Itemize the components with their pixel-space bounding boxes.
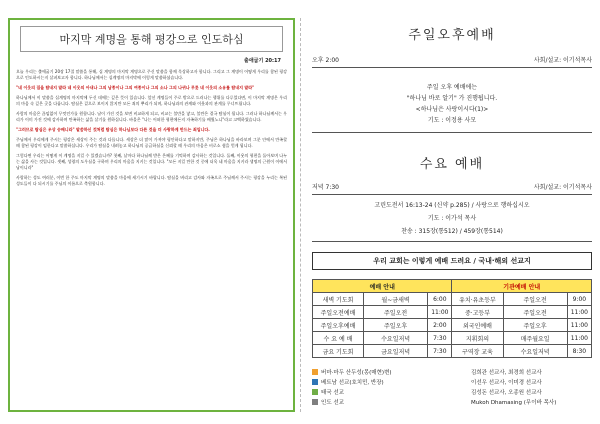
table-cell: 주일오전 [364, 306, 428, 319]
sermon-paragraph: 사람의 마음은 끊임없이 무엇인가를 원합니다. 남이 가진 것을 보면 비교하게 되고, 비교는 불만을 낳고, 불만은 결국 탐심이 됩니다. 그러나 하나님께서는 우리가 이미 가진 것에 감사하며 만족하는 삶을 살기를 원하십니다. 바울은 "나는 어떠한 형편에든지 자족하기를 배웠노니"라고 고백하였습니다. [16, 111, 287, 122]
divider [312, 241, 592, 242]
table-cell: 9:00 [567, 293, 591, 306]
list-item [312, 367, 592, 377]
table-cell: 새벽 기도회 [313, 293, 364, 306]
table-cell: 2:00 [428, 319, 452, 332]
mission-region: 인도 선교 [321, 400, 345, 406]
table-cell: 6:00 [428, 293, 452, 306]
mission-missionaries: 김희관 선교사, 최경희 선교사 [471, 370, 542, 376]
afternoon-service-meta [312, 55, 592, 64]
afternoon-prayer: 기도 : 이정용 사모 [427, 117, 477, 124]
ministry-table-header: 기관예배 안내 [452, 280, 592, 293]
column-divider [300, 18, 301, 412]
table-cell: 외국인예배 [452, 319, 503, 332]
mission-banner: 우리 교회는 이렇게 예배 드려요 / 국내·해외 선교지 [312, 252, 592, 270]
sermon-quote: "그러므로 탐심은 우상 숭배니라" 말씀하신 것처럼 탐심은 하나님보다 다른 것을 더 사랑하게 만드는 죄입니다. [16, 127, 210, 132]
afternoon-time: 오후 2:00 [312, 57, 339, 64]
table-cell: 수 요 예 배 [313, 332, 364, 345]
table-cell: 11:00 [567, 332, 591, 345]
afternoon-service-title: 주일오후예배 [408, 28, 496, 43]
table-cell: 중·고등부 [452, 306, 503, 319]
sermon-paragraph: 주님께서 우리에게 주시는 평강은 세상이 주는 것과 다릅니다. 세상은 더 많이 가져야 평안하다고 말하지만, 주님은 하나님을 바라보며 그분 안에서 만족할 때 참된 평강이 임한다고 말씀하십니다. 우리가 탐심을 내려놓고 하나님의 공급하심을 신뢰할 때 우리의 마음은 비로소 쉼을 얻게 됩니다. [16, 137, 287, 148]
sermon-paragraph: 그렇다면 우리는 어떻게 이 계명을 지킬 수 있겠습니까? 첫째, 날마다 하나님께 받은 은혜를 기억하며 감사하는 것입니다. 둘째, 이웃의 형편을 돌아보며 나누는 삶을 사는 것입니다. 셋째, 성령의 도우심을 구하며 우리의 마음을 지키는 것입니다. "모든 지킬 만한 것 중에 더욱 네 마음을 지키라 생명의 근원이 이에서 남이니라" [16, 153, 287, 170]
square-bullet-icon [312, 379, 318, 385]
table-cell: 주일오후 [503, 319, 567, 332]
table-cell: 8:30 [567, 345, 591, 358]
sermon-paragraph: 하나님께서 이 말씀을 십계명의 마지막에 두신 데에는 깊은 뜻이 있습니다. 앞선 계명들이 주로 밖으로 드러나는 행위를 다루었다면, 이 마지막 계명은 우리의 마음 속 깊은 곳을 다룹니다. 탐심은 겉으로 보이지 않지만 모든 죄의 뿌리가 되며, 하나님과의 관계와 이웃과의 관계를 무너뜨립니다. [16, 95, 287, 106]
table-cell: 유치·유초등부 [452, 293, 503, 306]
sermon-verse: 출애굽기 20:17 [244, 58, 281, 64]
sermon-title: 마지막 계명을 통해 평강으로 인도하심 [20, 26, 283, 52]
table-cell: 11:00 [428, 306, 452, 319]
table-cell: 주일오전 [503, 306, 567, 319]
mission-list [312, 367, 592, 407]
table-cell: 금요일저녁 [364, 345, 428, 358]
afternoon-officiant: 사회/설교: 이기석목사 [533, 57, 592, 64]
list-item [312, 377, 592, 387]
table-cell: 지휘회의 [452, 332, 503, 345]
divider [312, 132, 592, 133]
table-row [313, 306, 592, 319]
table-row [313, 332, 592, 345]
list-item [312, 387, 592, 397]
table-cell: 수요일저녁 [503, 345, 567, 358]
table-cell: 7:30 [428, 345, 452, 358]
sermon-box [8, 18, 295, 412]
table-cell: 수요일저녁 [364, 332, 428, 345]
mission-missionaries: 이선우 선교사, 이미경 선교사 [471, 380, 542, 386]
table-cell: 금요 기도회 [313, 345, 364, 358]
worship-table-header: 예배 안내 [313, 280, 452, 293]
table-cell: 7:30 [428, 332, 452, 345]
sermon-quote: "네 이웃의 집을 탐내지 말라 네 이웃의 아내나 그의 남종이나 그의 여종이나 그의 소나 그의 나귀나 무릇 네 이웃의 소유를 탐내지 말라" [16, 85, 255, 90]
table-row [313, 345, 592, 358]
divider [312, 194, 592, 195]
table-cell: 주일오후예배 [313, 319, 364, 332]
sermon-paragraph: 사랑하는 성도 여러분, 이번 한 주도 마지막 계명의 말씀을 마음에 새기시기 바랍니다. 탐심을 버리고 감사와 자족으로 주님께서 주시는 평강을 누리는 복된 성도들이 다 되시기를 주님의 이름으로 축원합니다. [16, 175, 287, 186]
mission-region: 베트남 선교(호치민, 반장) [321, 380, 384, 386]
table-cell: 매주월요일 [503, 332, 567, 345]
wednesday-service-meta [312, 182, 592, 191]
wednesday-service-title: 수요 예배 [419, 157, 485, 172]
sermon-paragraph: 오늘 우리는 출애굽기 20장 17절 말씀을 통해, 십 계명의 마지막 계명으로 주신 말씀을 함께 묵상하고자 합니다. 그리고 그 계명이 어떻게 우리를 참된 평강으로 인도하시는지 살펴보고자 합니다. 하나님께서는 십계명의 마지막에 이렇게 말씀하셨습니다. [16, 69, 287, 80]
table-cell: 11:00 [567, 319, 591, 332]
square-bullet-icon [312, 369, 318, 375]
mission-missionaries: 김성돈 선교사, 오종원 선교사 [471, 390, 542, 396]
table-row [313, 293, 592, 306]
divider [312, 67, 592, 68]
afternoon-line: <하나님은 사랑이시다(1)> [415, 106, 489, 113]
wednesday-scripture: 고린도전서 16:13-24 (신약 p.285) / 사랑으로 행하십시오 [374, 202, 530, 209]
table-cell: 주일오전 [503, 293, 567, 306]
wednesday-hymn: 찬송 : 315장(통512) / 459장(통514) [401, 228, 503, 235]
afternoon-line: "하나님 바로 알기" 가 진행됩니다. [406, 95, 498, 102]
table-cell: 11:00 [567, 306, 591, 319]
wednesday-officiant: 사회/설교: 이기석목사 [533, 184, 592, 191]
mission-region: 태국 선교 [321, 390, 345, 396]
mission-missionaries: Mukoh Dhamasing (무이바 목사) [471, 400, 557, 406]
mission-region: 버마·마두 산두성(몽(매현)변) [321, 370, 392, 376]
afternoon-line: 주일 오후 예배에는 [426, 84, 478, 91]
wednesday-prayer: 기도 : 이가석 목사 [427, 215, 477, 222]
table-row [313, 319, 592, 332]
wednesday-time: 저녁 7:30 [312, 184, 339, 191]
square-bullet-icon [312, 389, 318, 395]
table-cell: 구역장 교육 [452, 345, 503, 358]
list-item [312, 397, 592, 407]
square-bullet-icon [312, 399, 318, 405]
services-column [312, 18, 592, 407]
table-cell: 주일오후 [364, 319, 428, 332]
table-header-row [313, 280, 592, 293]
table-cell: 월~금새벽 [364, 293, 428, 306]
table-cell: 주일오전예배 [313, 306, 364, 319]
worship-table [312, 279, 592, 358]
